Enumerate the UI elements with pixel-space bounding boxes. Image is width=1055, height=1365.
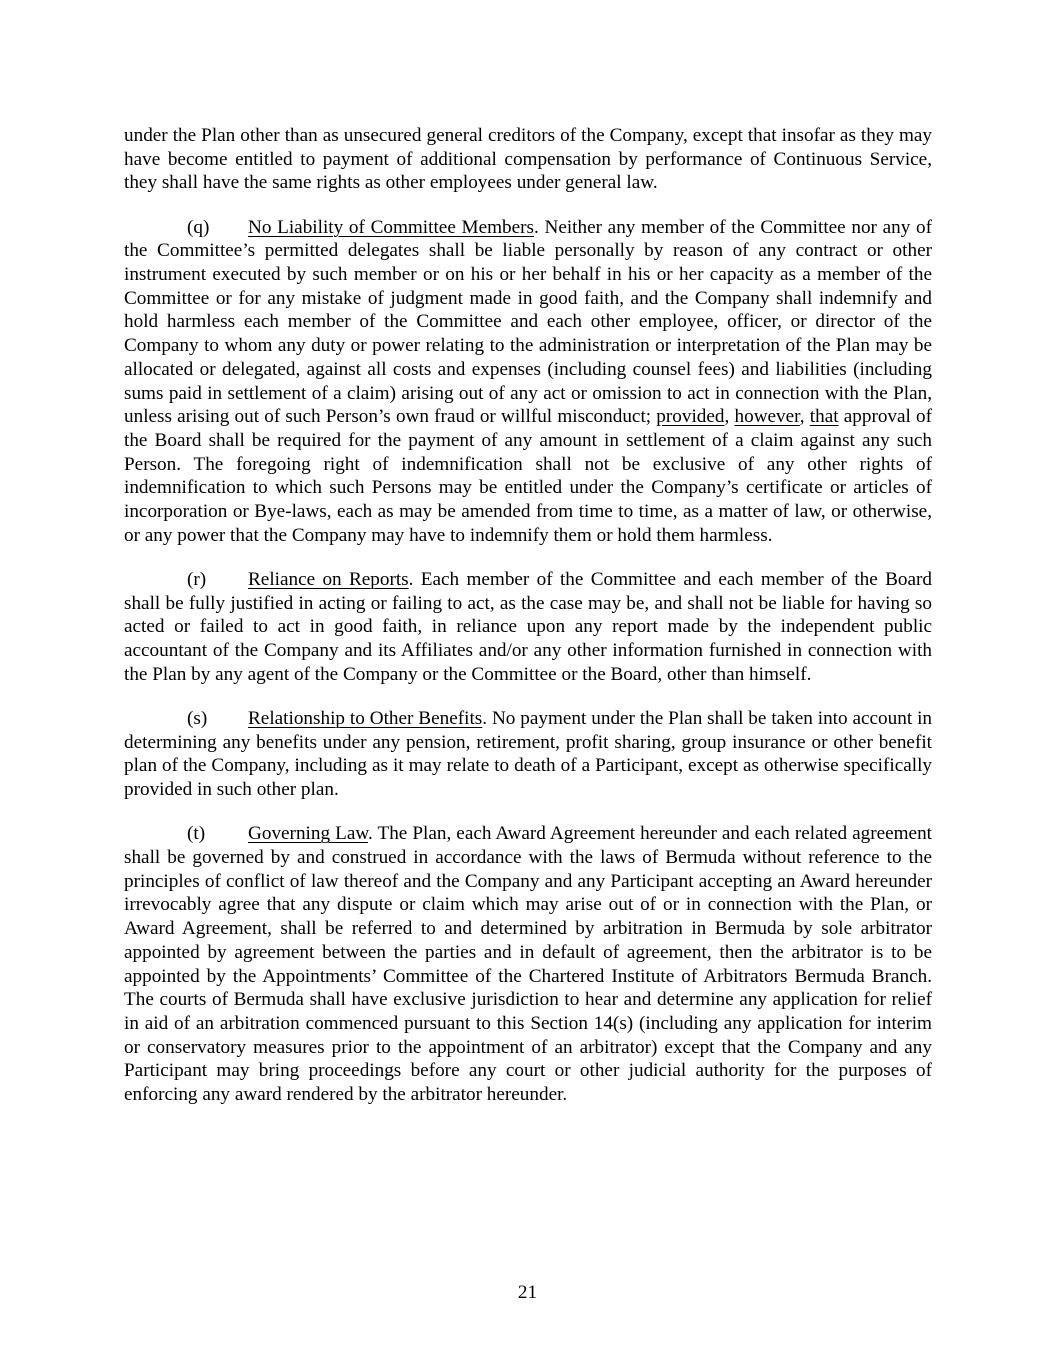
intro-paragraph [124, 124, 932, 195]
section-s-label: (s) [187, 707, 208, 729]
section-s-text: . No payment under the Plan shall be taken into account in determining any benefits under any pension, retirement, profit sharing, group insurance or other benefit plan of the Company, including as it may relate to death of a Participant, except as otherwise specifically provided in such other plan. [124, 707, 932, 801]
section-q-separator-2: , [799, 406, 810, 428]
section-r-heading: Reliance on Reports [248, 568, 409, 590]
section-t-label: (t) [187, 823, 206, 845]
section-q-separator-1: , [724, 406, 735, 428]
page-number: 21 [517, 1282, 538, 1303]
section-r-label: (r) [187, 568, 207, 590]
section-r-paragraph [124, 568, 932, 687]
section-s-paragraph [124, 707, 932, 802]
section-q-however: however [734, 406, 800, 428]
section-t-paragraph [124, 822, 932, 1106]
intro-text: under the Plan other than as unsecured general creditors of the Company, except that insofar as they may have become entitled to payment of additional compensation by performance of Continuous Service, they shall have the same rights as other employees under general law. [124, 125, 932, 194]
section-s-heading: Relationship to Other Benefits [248, 707, 483, 729]
section-t-text: . The Plan, each Award Agreement hereunder and each related agreement shall be governed by and construed in accordance with the laws of Bermuda without reference to the principles of conflict of law thereof and the Company and any Participant accepting an Award hereunder irrevocably agree that any dispute or claim which may arise out of or in connection with the Plan, or Award Agreement, shall be referred to and determined by arbitration in Bermuda by sole arbitrator appointed by agreement between the parties and in default of agreement, then the arbitrator is to be appointed by the Appointments’ Committee of the Chartered Institute of Arbitrators Bermuda Branch. The courts of Bermuda shall have exclusive jurisdiction to hear and determine any application for relief in aid of an arbitration commenced pursuant to this Section 14(s) (including any application for interim or conservatory measures prior to the appointment of an arbitrator) except that the Company and any Participant may bring proceedings before any court or other judicial authority for the purposes of enforcing any award rendered by the arbitrator hereunder. [124, 823, 932, 1106]
document-page [124, 124, 932, 1107]
section-q-text-before: . Neither any member of the Committee nor any of the Committee’s permitted delegates shall be liable personally by reason of any contract or other instrument executed by such member or on his or her behalf in his or her capacity as a member of the Committee or for any mistake of judgment made in good faith, and the Company shall indemnify and hold harmless each member of the Committee and each other employee, officer, or director of the Company to whom any duty or power relating to the administration or interpretation of the Plan may be allocated or delegated, against all costs and expenses (including counsel fees) and liabilities (including sums paid in settlement of a claim) arising out of any act or omission to act in connection with the Plan, unless arising out of such Person’s own fraud or willful misconduct; [124, 216, 932, 428]
section-t-heading: Governing Law [248, 823, 368, 845]
section-q-heading: No Liability of Committee Members [248, 216, 534, 238]
section-q-text-after: approval of the Board shall be required for the payment of any amount in settlement of a claim against any such Person. The foregoing right of indemnification shall not be exclusive of any other rights of indemnification to which such Persons may be entitled under the Company’s certificate or articles of incorporation or Bye-laws, each as may be amended from time to time, as a matter of law, or otherwise, or any power that the Company may have to indemnify them or hold them harmless. [124, 406, 933, 546]
section-q-label: (q) [187, 216, 210, 238]
section-q-paragraph [124, 216, 932, 548]
section-q-that: that [809, 406, 839, 428]
section-q-provided: provided [656, 406, 725, 428]
section-r-text: . Each member of the Committee and each member of the Board shall be fully justified in acting or failing to act, as the case may be, and shall not be liable for having so acted or failed to act in good faith, in reliance upon any report made by the independent public accountant of the Company and its Affiliates and/or any other information furnished in connection with the Plan by any agent of the Company or the Committee or the Board, other than himself. [124, 568, 932, 685]
